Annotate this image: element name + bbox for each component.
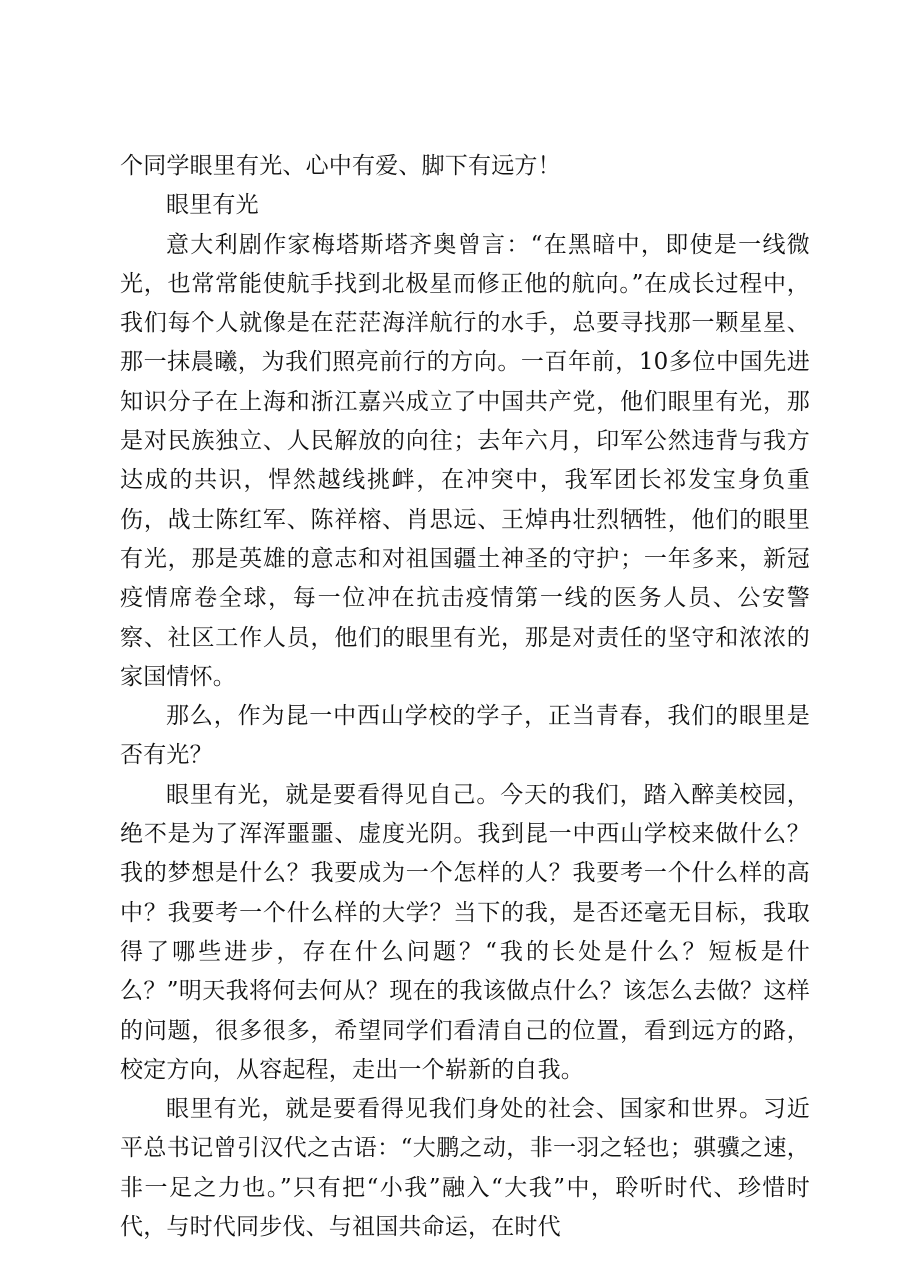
paragraph: 眼里有光，就是要看得见自己。今天的我们，踏入醉美校园，绝不是为了浑浑噩噩、虚度光阴。我到昆一中西山学校来做什么？我的梦想是什么？我要成为一个怎样的人？我要考一个什么样的高中？我要考一个什么样的大学？当下的我，是否还毫无目标，我取得了哪些进步，存在什么问题？“我的长处是什么？短板是什么？”明天我将何去何从？现在的我该做点什么？该怎么去做？这样的问题，很多很多，希望同学们看清自己的位置，看到远方的路，校定方向，从容起程，走出一个崭新的自我。: [120, 781, 810, 1083]
document-page: [120, 147, 810, 1247]
paragraph: 意大利剧作家梅塔斯塔齐奥曾言：“在黑暗中，即使是一线微光，也常常能使航手找到北极星而修正他的航向。”在成长过程中，我们每个人就像是在茫茫海洋航行的水手，总要寻找那一颗星星、那一抹晨曦，为我们照亮前行的方向。一百年前，10多位中国先进知识分子在上海和浙江嘉兴成立了中国共产党，他们眼里有光，那是对民族独立、人民解放的向往；去年六月，印军公然违背与我方达成的共识，悍然越线挑衅，在冲突中，我军团长祁发宝身负重伤，战士陈红军、陈祥榕、肖思远、王焯冉壮烈牺牲，他们的眼里有光，那是英雄的意志和对祖国疆土神圣的守护；一年多来，新冠疫情席卷全球，每一位冲在抗击疫情第一线的医务人员、公安警察、社区工作人员，他们的眼里有光，那是对责任的坚守和浓浓的家国情怀。: [120, 231, 810, 690]
paragraph: 眼里有光，就是要看得见我们身处的社会、国家和世界。习近平总书记曾引汉代之古语：“大鹏之动，非一羽之轻也；骐骥之速，非一足之力也。”只有把“小我”融入“大我”中，聆听时代、珍惜时代，与时代同步伐、与祖国共命运，在时代: [120, 1096, 810, 1241]
paragraph: 那么，作为昆一中西山学校的学子，正当青春，我们的眼里是否有光？: [120, 703, 810, 769]
paragraph-continuation: 个同学眼里有光、心中有爱、脚下有远方！: [120, 153, 561, 179]
section-heading: 眼里有光: [166, 192, 259, 219]
